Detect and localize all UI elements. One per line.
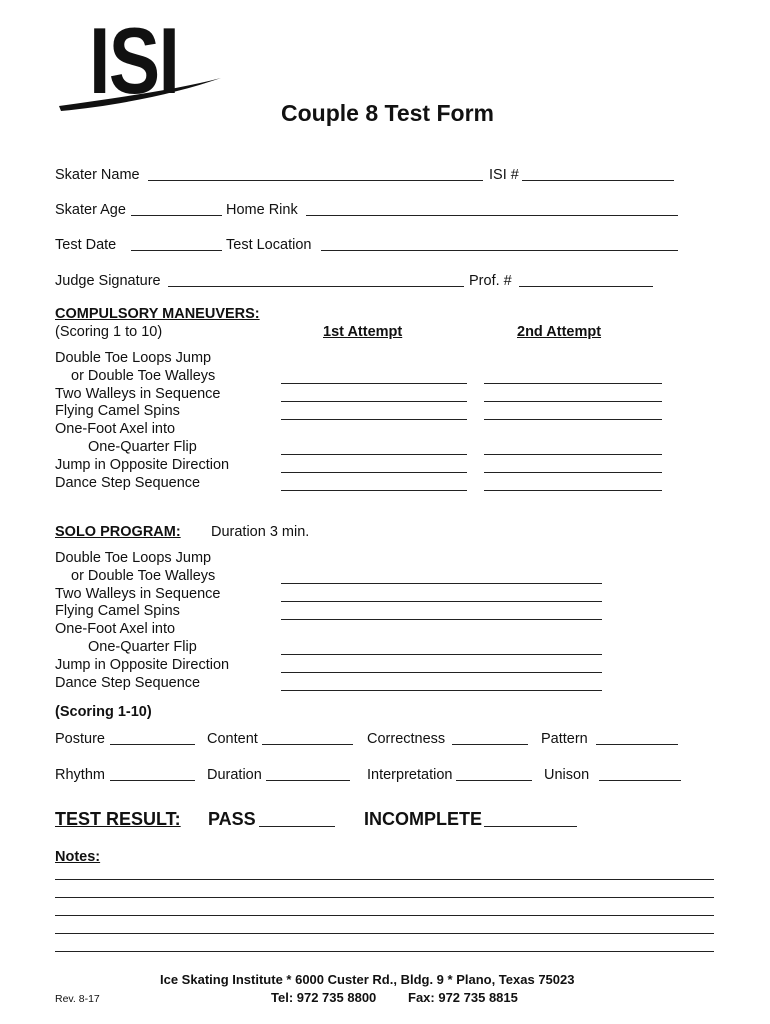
attempt2-line[interactable] [484,383,662,384]
list-item: Flying Camel Spins [55,603,180,620]
list-item: Two Walleys in Sequence [55,585,221,602]
notes-label: Notes: [55,849,101,865]
home-rink-field[interactable] [306,215,678,216]
logo-swoosh [55,20,225,120]
isi-number-field[interactable] [522,180,674,181]
unison-field[interactable] [599,780,681,781]
attempt2-line[interactable] [484,401,662,402]
footer-tel: Tel: 972 735 8800 [271,990,377,1005]
attempt1-line[interactable] [281,454,467,455]
footer-fax: Fax: 972 735 8815 [408,990,518,1005]
list-item: Double Toe Loops Jump [55,550,212,566]
incomplete-label: INCOMPLETE [364,809,483,829]
attempt1-line[interactable] [281,472,467,473]
correctness-label: Correctness [367,731,446,747]
attempt2-line[interactable] [484,419,662,420]
isi-number-label: ISI # [489,167,519,183]
test-location-label: Test Location [226,237,312,253]
incomplete-field[interactable] [484,826,577,827]
skater-age-field[interactable] [131,215,222,216]
prof-number-field[interactable] [519,286,653,287]
correctness-field[interactable] [452,744,528,745]
duration-field[interactable] [266,780,350,781]
unison-label: Unison [544,767,590,783]
content-field[interactable] [262,744,353,745]
interpretation-field[interactable] [456,780,532,781]
test-location-field[interactable] [321,250,678,251]
solo-score-line[interactable] [281,619,602,620]
attempt1-line[interactable] [281,419,467,420]
skater-name-label: Skater Name [55,167,140,183]
list-item: One-Foot Axel into [55,421,176,438]
solo-score-line[interactable] [281,690,602,691]
solo-score-line[interactable] [281,672,602,673]
isi-logo [55,8,225,120]
attempt1-line[interactable] [281,383,467,384]
compulsory-list [55,350,229,492]
attempt2-line[interactable] [484,454,662,455]
logo-text: ISI [89,8,179,113]
list-item: One-Quarter Flip [88,438,197,455]
judge-signature-field[interactable] [168,286,464,287]
first-attempt-header: 1st Attempt [323,324,403,340]
attempt2-line[interactable] [484,472,662,473]
list-item: Jump in Opposite Direction [55,456,230,473]
notes-line[interactable] [55,933,714,934]
list-item: Dance Step Sequence [55,474,201,491]
home-rink-label: Home Rink [226,202,298,218]
attempt1-line[interactable] [281,490,467,491]
compulsory-scoring: (Scoring 1 to 10) [55,324,163,340]
page-title: Couple 8 Test Form [281,100,494,126]
list-item: Jump in Opposite Direction [55,656,230,673]
content-label: Content [207,731,258,747]
notes-line[interactable] [55,951,714,952]
footer-rev: Rev. 8-17 [55,993,100,1005]
compulsory-heading: COMPULSORY MANEUVERS: [55,306,260,322]
solo-heading: SOLO PROGRAM: [55,524,181,540]
test-date-field[interactable] [131,250,222,251]
list-item: Double Toe Loops Jump [55,350,212,366]
list-item: One-Foot Axel into [55,621,176,638]
list-item: Two Walleys in Sequence [55,385,221,402]
footer-address: Ice Skating Institute * 6000 Custer Rd., Bldg. 9 * Plano, Texas 75023 [160,972,575,987]
list-item: Flying Camel Spins [55,403,180,420]
posture-label: Posture [55,731,105,747]
attempt1-line[interactable] [281,401,467,402]
second-attempt-header: 2nd Attempt [517,324,602,340]
notes-line[interactable] [55,897,714,898]
judge-signature-label: Judge Signature [55,273,161,289]
pattern-label: Pattern [541,731,588,747]
duration-label: Duration [207,767,262,783]
rhythm-field[interactable] [110,780,195,781]
list-item: Dance Step Sequence [55,674,201,691]
solo-duration: Duration 3 min. [211,524,310,540]
prof-number-label: Prof. # [469,273,512,289]
notes-line[interactable] [55,879,714,880]
pattern-field[interactable] [596,744,678,745]
notes-line[interactable] [55,915,714,916]
list-item: One-Quarter Flip [88,638,197,655]
skater-age-label: Skater Age [55,202,126,218]
interpretation-label: Interpretation [367,767,453,783]
list-item: or Double Toe Walleys [71,567,216,584]
test-result-label [55,810,181,828]
test-result-text: TEST RESULT: [55,809,181,829]
rhythm-label: Rhythm [55,767,105,783]
attempt2-line[interactable] [484,490,662,491]
list-item: or Double Toe Walleys [71,367,216,384]
scoring-heading: (Scoring 1-10) [55,704,152,720]
pass-label: PASS [208,809,256,829]
solo-list [55,550,229,692]
posture-field[interactable] [110,744,195,745]
solo-score-line[interactable] [281,583,602,584]
solo-score-line[interactable] [281,601,602,602]
solo-score-line[interactable] [281,654,602,655]
skater-name-field[interactable] [148,180,483,181]
pass-field[interactable] [259,826,335,827]
test-date-label: Test Date [55,237,117,253]
